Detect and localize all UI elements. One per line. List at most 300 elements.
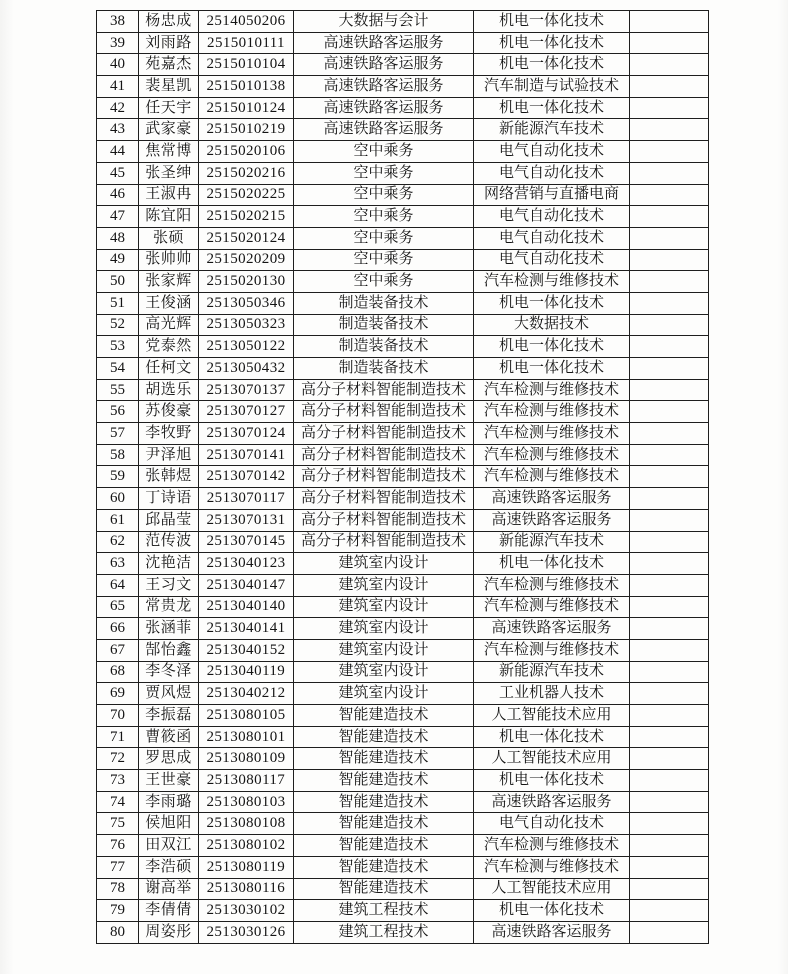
cell-name: 任天宇 — [139, 97, 199, 119]
cell-new_major: 机电一体化技术 — [474, 900, 630, 922]
cell-new_major: 汽车检测与维修技术 — [474, 444, 630, 466]
table-row — [97, 791, 709, 813]
cell-blank — [630, 97, 709, 119]
cell-blank — [630, 206, 709, 228]
cell-blank — [630, 379, 709, 401]
cell-new_major: 汽车检测与维修技术 — [474, 835, 630, 857]
cell-student_id: 2513050432 — [199, 358, 294, 380]
cell-name: 苏俊豪 — [139, 401, 199, 423]
cell-new_major: 电气自动化技术 — [474, 206, 630, 228]
cell-name: 陈宜阳 — [139, 206, 199, 228]
cell-original_major: 智能建造技术 — [294, 748, 474, 770]
cell-original_major: 高分子材料智能制造技术 — [294, 379, 474, 401]
cell-no: 49 — [97, 249, 139, 271]
cell-no: 76 — [97, 835, 139, 857]
cell-new_major: 机电一体化技术 — [474, 553, 630, 575]
table-row — [97, 835, 709, 857]
cell-no: 73 — [97, 770, 139, 792]
cell-no: 38 — [97, 11, 139, 33]
cell-original_major: 空中乘务 — [294, 227, 474, 249]
cell-blank — [630, 249, 709, 271]
cell-no: 55 — [97, 379, 139, 401]
cell-blank — [630, 661, 709, 683]
table-row — [97, 878, 709, 900]
cell-student_id: 2513040212 — [199, 683, 294, 705]
cell-new_major: 人工智能技术应用 — [474, 705, 630, 727]
cell-blank — [630, 314, 709, 336]
cell-new_major: 高速铁路客运服务 — [474, 921, 630, 943]
cell-new_major: 电气自动化技术 — [474, 162, 630, 184]
cell-student_id: 2515020225 — [199, 184, 294, 206]
cell-name: 范传波 — [139, 531, 199, 553]
table-row — [97, 32, 709, 54]
cell-no: 50 — [97, 271, 139, 293]
cell-new_major: 汽车检测与维修技术 — [474, 401, 630, 423]
cell-original_major: 制造装备技术 — [294, 358, 474, 380]
cell-student_id: 2515020216 — [199, 162, 294, 184]
cell-name: 李冬泽 — [139, 661, 199, 683]
cell-new_major: 机电一体化技术 — [474, 54, 630, 76]
cell-original_major: 高分子材料智能制造技术 — [294, 488, 474, 510]
cell-name: 邱晶莹 — [139, 509, 199, 531]
table-row — [97, 358, 709, 380]
table-row — [97, 726, 709, 748]
cell-blank — [630, 813, 709, 835]
cell-new_major: 电气自动化技术 — [474, 227, 630, 249]
cell-name: 党泰然 — [139, 336, 199, 358]
cell-new_major: 汽车检测与维修技术 — [474, 466, 630, 488]
table-row — [97, 770, 709, 792]
table-row — [97, 119, 709, 141]
cell-no: 77 — [97, 856, 139, 878]
cell-no: 78 — [97, 878, 139, 900]
table-row — [97, 76, 709, 98]
cell-original_major: 建筑室内设计 — [294, 596, 474, 618]
cell-new_major: 电气自动化技术 — [474, 249, 630, 271]
table-row — [97, 97, 709, 119]
cell-original_major: 空中乘务 — [294, 249, 474, 271]
cell-name: 裴星凯 — [139, 76, 199, 98]
cell-no: 58 — [97, 444, 139, 466]
cell-original_major: 空中乘务 — [294, 184, 474, 206]
cell-blank — [630, 856, 709, 878]
cell-original_major: 智能建造技术 — [294, 878, 474, 900]
cell-no: 57 — [97, 423, 139, 445]
cell-new_major: 高速铁路客运服务 — [474, 791, 630, 813]
cell-original_major: 智能建造技术 — [294, 813, 474, 835]
cell-new_major: 新能源汽车技术 — [474, 119, 630, 141]
cell-new_major: 电气自动化技术 — [474, 141, 630, 163]
cell-student_id: 2513040147 — [199, 574, 294, 596]
cell-student_id: 2513050323 — [199, 314, 294, 336]
table-row — [97, 444, 709, 466]
cell-student_id: 2513080101 — [199, 726, 294, 748]
cell-student_id: 2513070145 — [199, 531, 294, 553]
cell-no: 80 — [97, 921, 139, 943]
cell-blank — [630, 76, 709, 98]
cell-no: 45 — [97, 162, 139, 184]
cell-original_major: 高分子材料智能制造技术 — [294, 466, 474, 488]
cell-no: 63 — [97, 553, 139, 575]
cell-name: 罗思成 — [139, 748, 199, 770]
cell-no: 68 — [97, 661, 139, 683]
cell-new_major: 人工智能技术应用 — [474, 748, 630, 770]
cell-student_id: 2513080117 — [199, 770, 294, 792]
cell-blank — [630, 596, 709, 618]
cell-blank — [630, 574, 709, 596]
cell-new_major: 汽车检测与维修技术 — [474, 856, 630, 878]
cell-original_major: 高分子材料智能制造技术 — [294, 423, 474, 445]
cell-name: 曹筱函 — [139, 726, 199, 748]
table-row — [97, 553, 709, 575]
cell-blank — [630, 488, 709, 510]
cell-name: 王世豪 — [139, 770, 199, 792]
cell-student_id: 2513080119 — [199, 856, 294, 878]
cell-blank — [630, 184, 709, 206]
cell-student_id: 2513040141 — [199, 618, 294, 640]
cell-original_major: 建筑室内设计 — [294, 661, 474, 683]
table-row — [97, 574, 709, 596]
cell-no: 59 — [97, 466, 139, 488]
student-major-table — [96, 10, 709, 944]
table-row — [97, 856, 709, 878]
table-row — [97, 639, 709, 661]
cell-original_major: 建筑室内设计 — [294, 618, 474, 640]
cell-student_id: 2515010124 — [199, 97, 294, 119]
cell-student_id: 2513080102 — [199, 835, 294, 857]
cell-student_id: 2515020209 — [199, 249, 294, 271]
cell-original_major: 高速铁路客运服务 — [294, 119, 474, 141]
cell-no: 65 — [97, 596, 139, 618]
cell-student_id: 2513050122 — [199, 336, 294, 358]
cell-student_id: 2515020215 — [199, 206, 294, 228]
cell-new_major: 电气自动化技术 — [474, 813, 630, 835]
cell-name: 张涵菲 — [139, 618, 199, 640]
cell-student_id: 2513070141 — [199, 444, 294, 466]
cell-name: 刘雨路 — [139, 32, 199, 54]
cell-name: 任柯文 — [139, 358, 199, 380]
cell-no: 79 — [97, 900, 139, 922]
cell-blank — [630, 336, 709, 358]
cell-blank — [630, 835, 709, 857]
cell-original_major: 制造装备技术 — [294, 292, 474, 314]
cell-name: 李雨璐 — [139, 791, 199, 813]
cell-original_major: 智能建造技术 — [294, 835, 474, 857]
cell-name: 李振磊 — [139, 705, 199, 727]
table-row — [97, 54, 709, 76]
cell-original_major: 建筑工程技术 — [294, 900, 474, 922]
cell-original_major: 建筑室内设计 — [294, 683, 474, 705]
table-row — [97, 271, 709, 293]
cell-original_major: 大数据与会计 — [294, 11, 474, 33]
cell-name: 武家豪 — [139, 119, 199, 141]
cell-blank — [630, 705, 709, 727]
table-row — [97, 618, 709, 640]
cell-blank — [630, 444, 709, 466]
cell-original_major: 空中乘务 — [294, 162, 474, 184]
cell-original_major: 建筑室内设计 — [294, 574, 474, 596]
cell-no: 51 — [97, 292, 139, 314]
cell-blank — [630, 878, 709, 900]
table-row — [97, 379, 709, 401]
cell-name: 张家辉 — [139, 271, 199, 293]
cell-no: 42 — [97, 97, 139, 119]
cell-name: 贾风煜 — [139, 683, 199, 705]
table-body — [97, 11, 709, 944]
cell-name: 张圣绅 — [139, 162, 199, 184]
cell-new_major: 机电一体化技术 — [474, 358, 630, 380]
table-row — [97, 661, 709, 683]
cell-blank — [630, 423, 709, 445]
cell-new_major: 汽车检测与维修技术 — [474, 423, 630, 445]
cell-student_id: 2513040152 — [199, 639, 294, 661]
cell-blank — [630, 639, 709, 661]
cell-name: 杨忠成 — [139, 11, 199, 33]
cell-no: 39 — [97, 32, 139, 54]
cell-name: 周姿彤 — [139, 921, 199, 943]
cell-no: 69 — [97, 683, 139, 705]
cell-blank — [630, 618, 709, 640]
cell-no: 61 — [97, 509, 139, 531]
cell-original_major: 高速铁路客运服务 — [294, 97, 474, 119]
cell-original_major: 高速铁路客运服务 — [294, 54, 474, 76]
cell-student_id: 2513040140 — [199, 596, 294, 618]
cell-no: 54 — [97, 358, 139, 380]
table-row — [97, 184, 709, 206]
cell-name: 郜怡鑫 — [139, 639, 199, 661]
cell-name: 王俊涵 — [139, 292, 199, 314]
cell-student_id: 2513070124 — [199, 423, 294, 445]
cell-name: 张韩煜 — [139, 466, 199, 488]
table-row — [97, 900, 709, 922]
cell-original_major: 高速铁路客运服务 — [294, 32, 474, 54]
cell-name: 李倩倩 — [139, 900, 199, 922]
cell-new_major: 机电一体化技术 — [474, 292, 630, 314]
cell-new_major: 工业机器人技术 — [474, 683, 630, 705]
cell-no: 44 — [97, 141, 139, 163]
cell-student_id: 2515020106 — [199, 141, 294, 163]
cell-original_major: 建筑室内设计 — [294, 553, 474, 575]
cell-new_major: 机电一体化技术 — [474, 97, 630, 119]
cell-new_major: 汽车检测与维修技术 — [474, 379, 630, 401]
cell-name: 沈艳洁 — [139, 553, 199, 575]
cell-original_major: 制造装备技术 — [294, 314, 474, 336]
cell-blank — [630, 531, 709, 553]
cell-original_major: 高分子材料智能制造技术 — [294, 531, 474, 553]
cell-name: 胡选乐 — [139, 379, 199, 401]
cell-no: 43 — [97, 119, 139, 141]
cell-student_id: 2513080103 — [199, 791, 294, 813]
table-row — [97, 596, 709, 618]
cell-original_major: 高分子材料智能制造技术 — [294, 401, 474, 423]
cell-original_major: 空中乘务 — [294, 206, 474, 228]
table-row — [97, 813, 709, 835]
cell-name: 焦常博 — [139, 141, 199, 163]
cell-student_id: 2513080109 — [199, 748, 294, 770]
cell-blank — [630, 509, 709, 531]
cell-student_id: 2513070131 — [199, 509, 294, 531]
cell-new_major: 机电一体化技术 — [474, 336, 630, 358]
table-row — [97, 921, 709, 943]
cell-name: 李牧野 — [139, 423, 199, 445]
cell-name: 张帅帅 — [139, 249, 199, 271]
table-row — [97, 336, 709, 358]
cell-blank — [630, 358, 709, 380]
table-row — [97, 141, 709, 163]
cell-name: 王淑冉 — [139, 184, 199, 206]
cell-student_id: 2513040123 — [199, 553, 294, 575]
cell-no: 67 — [97, 639, 139, 661]
table-row — [97, 314, 709, 336]
cell-blank — [630, 119, 709, 141]
table-row — [97, 748, 709, 770]
cell-student_id: 2513050346 — [199, 292, 294, 314]
cell-new_major: 新能源汽车技术 — [474, 661, 630, 683]
cell-original_major: 智能建造技术 — [294, 705, 474, 727]
table-row — [97, 401, 709, 423]
cell-no: 48 — [97, 227, 139, 249]
table-row — [97, 705, 709, 727]
cell-student_id: 2513030126 — [199, 921, 294, 943]
cell-no: 71 — [97, 726, 139, 748]
cell-no: 62 — [97, 531, 139, 553]
cell-student_id: 2513070117 — [199, 488, 294, 510]
table-row — [97, 292, 709, 314]
cell-no: 75 — [97, 813, 139, 835]
cell-blank — [630, 770, 709, 792]
cell-no: 52 — [97, 314, 139, 336]
cell-blank — [630, 748, 709, 770]
cell-original_major: 智能建造技术 — [294, 856, 474, 878]
cell-no: 74 — [97, 791, 139, 813]
cell-name: 高光辉 — [139, 314, 199, 336]
table-row — [97, 466, 709, 488]
cell-no: 46 — [97, 184, 139, 206]
cell-name: 常贵龙 — [139, 596, 199, 618]
cell-name: 尹泽旭 — [139, 444, 199, 466]
cell-blank — [630, 54, 709, 76]
cell-student_id: 2513080105 — [199, 705, 294, 727]
cell-no: 47 — [97, 206, 139, 228]
cell-student_id: 2515010104 — [199, 54, 294, 76]
cell-new_major: 新能源汽车技术 — [474, 531, 630, 553]
cell-blank — [630, 921, 709, 943]
cell-no: 41 — [97, 76, 139, 98]
cell-new_major: 机电一体化技术 — [474, 770, 630, 792]
cell-new_major: 汽车制造与试验技术 — [474, 76, 630, 98]
cell-original_major: 建筑工程技术 — [294, 921, 474, 943]
cell-original_major: 智能建造技术 — [294, 770, 474, 792]
cell-name: 丁诗语 — [139, 488, 199, 510]
table-row — [97, 11, 709, 33]
table-row — [97, 206, 709, 228]
table-row — [97, 423, 709, 445]
cell-new_major: 汽车检测与维修技术 — [474, 596, 630, 618]
table-row — [97, 683, 709, 705]
cell-name: 田双江 — [139, 835, 199, 857]
cell-student_id: 2513070127 — [199, 401, 294, 423]
cell-blank — [630, 271, 709, 293]
cell-original_major: 建筑室内设计 — [294, 639, 474, 661]
cell-name: 苑嘉杰 — [139, 54, 199, 76]
cell-new_major: 机电一体化技术 — [474, 11, 630, 33]
cell-new_major: 高速铁路客运服务 — [474, 618, 630, 640]
cell-no: 64 — [97, 574, 139, 596]
cell-original_major: 制造装备技术 — [294, 336, 474, 358]
cell-student_id: 2515020124 — [199, 227, 294, 249]
cell-original_major: 高分子材料智能制造技术 — [294, 444, 474, 466]
table-row — [97, 488, 709, 510]
cell-student_id: 2513080108 — [199, 813, 294, 835]
cell-name: 张硕 — [139, 227, 199, 249]
cell-blank — [630, 900, 709, 922]
cell-original_major: 智能建造技术 — [294, 726, 474, 748]
cell-new_major: 汽车检测与维修技术 — [474, 639, 630, 661]
cell-name: 李浩硕 — [139, 856, 199, 878]
cell-blank — [630, 683, 709, 705]
cell-name: 谢高举 — [139, 878, 199, 900]
cell-original_major: 空中乘务 — [294, 271, 474, 293]
cell-student_id: 2515010111 — [199, 32, 294, 54]
cell-student_id: 2515020130 — [199, 271, 294, 293]
table-row — [97, 249, 709, 271]
cell-new_major: 高速铁路客运服务 — [474, 488, 630, 510]
cell-original_major: 空中乘务 — [294, 141, 474, 163]
table-row — [97, 509, 709, 531]
cell-blank — [630, 162, 709, 184]
cell-no: 72 — [97, 748, 139, 770]
cell-new_major: 高速铁路客运服务 — [474, 509, 630, 531]
cell-new_major: 机电一体化技术 — [474, 32, 630, 54]
cell-student_id: 2513040119 — [199, 661, 294, 683]
cell-blank — [630, 401, 709, 423]
cell-original_major: 智能建造技术 — [294, 791, 474, 813]
cell-blank — [630, 11, 709, 33]
cell-new_major: 机电一体化技术 — [474, 726, 630, 748]
table-row — [97, 162, 709, 184]
table-row — [97, 227, 709, 249]
cell-new_major: 大数据技术 — [474, 314, 630, 336]
cell-original_major: 高分子材料智能制造技术 — [294, 509, 474, 531]
cell-student_id: 2514050206 — [199, 11, 294, 33]
cell-student_id: 2513070137 — [199, 379, 294, 401]
cell-blank — [630, 141, 709, 163]
cell-student_id: 2513080116 — [199, 878, 294, 900]
table-row — [97, 531, 709, 553]
cell-new_major: 人工智能技术应用 — [474, 878, 630, 900]
cell-name: 侯旭阳 — [139, 813, 199, 835]
cell-student_id: 2513030102 — [199, 900, 294, 922]
cell-original_major: 高速铁路客运服务 — [294, 76, 474, 98]
cell-blank — [630, 553, 709, 575]
cell-no: 70 — [97, 705, 139, 727]
cell-student_id: 2515010219 — [199, 119, 294, 141]
cell-blank — [630, 791, 709, 813]
cell-new_major: 网络营销与直播电商 — [474, 184, 630, 206]
cell-no: 56 — [97, 401, 139, 423]
cell-new_major: 汽车检测与维修技术 — [474, 271, 630, 293]
cell-new_major: 汽车检测与维修技术 — [474, 574, 630, 596]
cell-student_id: 2515010138 — [199, 76, 294, 98]
cell-no: 66 — [97, 618, 139, 640]
cell-no: 40 — [97, 54, 139, 76]
cell-name: 王习文 — [139, 574, 199, 596]
cell-blank — [630, 292, 709, 314]
cell-no: 53 — [97, 336, 139, 358]
cell-blank — [630, 32, 709, 54]
cell-blank — [630, 227, 709, 249]
cell-blank — [630, 466, 709, 488]
